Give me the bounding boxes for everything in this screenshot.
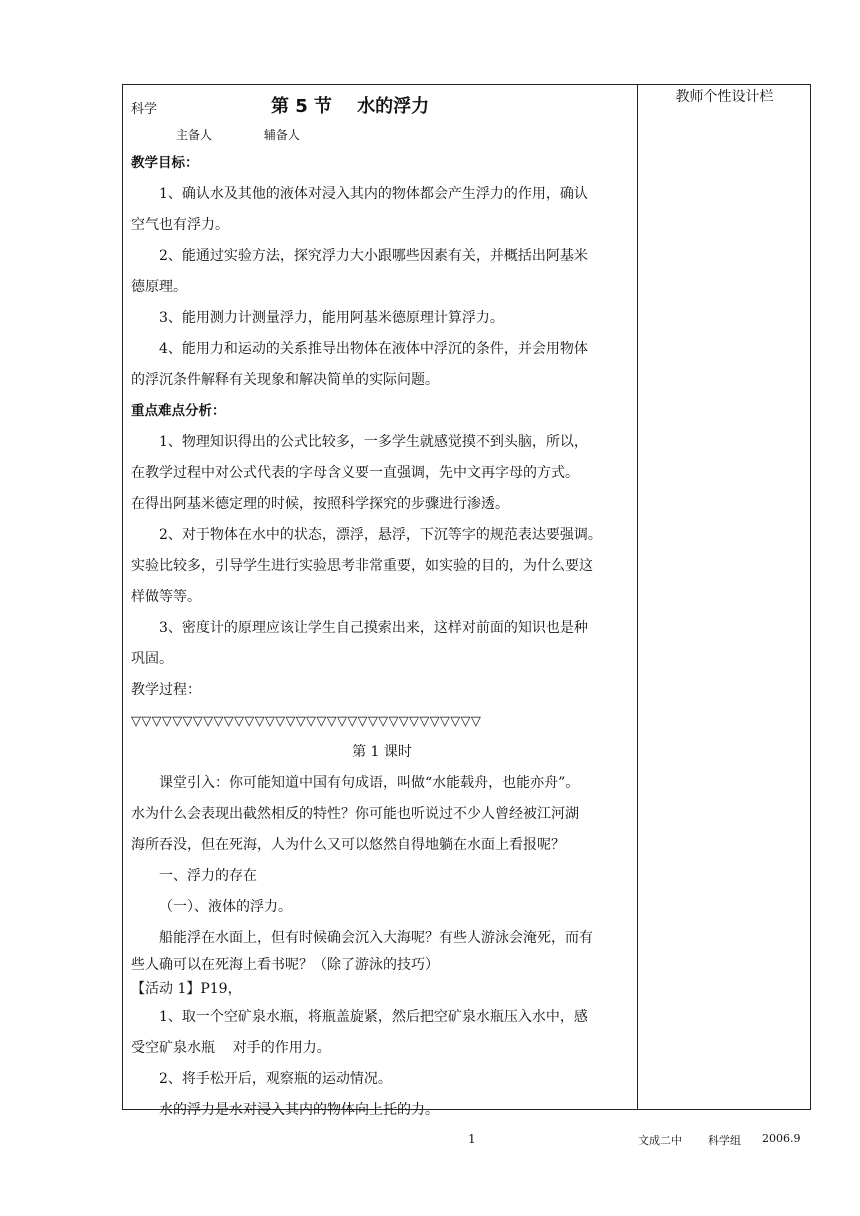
lesson-title: 第 1 课时: [352, 744, 412, 760]
boat-line: 船能浮在水面上，但有时候确会沉入大海呢？有些人游泳会淹死，而有: [159, 930, 593, 946]
activity-label: 【活动 1】P19，: [131, 981, 242, 997]
key-point-line: 在教学过程中对公式代表的字母含义要一直强调，先中文再字母的方式。: [131, 465, 579, 481]
goal-line: 空气也有浮力。: [131, 217, 229, 233]
boat-line: 些人确可以在死海上看书呢？（除了游泳的技巧）: [131, 957, 439, 973]
main-preparer-label: 主备人: [176, 128, 213, 142]
section-heading: 一、浮力的存在: [159, 868, 257, 884]
activity-step: 2、将手松开后，观察瓶的运动情况。: [159, 1071, 392, 1087]
lesson-content: [131, 92, 633, 1126]
triangle-divider: ▽▽▽▽▽▽▽▽▽▽▽▽▽▽▽▽▽▽▽▽▽▽▽▽▽▽▽▽▽▽▽▽▽▽: [131, 714, 482, 729]
goal-line: 4、能用力和运动的关系推导出物体在液体中浮沉的条件，并会用物体: [159, 341, 588, 357]
preparers-row: [131, 122, 633, 148]
footer-group: 科学组: [708, 1134, 741, 1147]
intro-line: 水为什么会表现出截然相反的特性？你可能也听说过不少人曾经被江河湖: [131, 806, 579, 822]
footer-school: 文成二中: [638, 1134, 682, 1147]
key-point-line: 实验比较多，引导学生进行实验思考非常重要，如实验的目的，为什么要这: [131, 558, 593, 574]
subject-label: 科学: [131, 102, 158, 117]
conclusion-line: 水的浮力是水对浸入其内的物体向上托的力。: [159, 1102, 439, 1118]
activity-step: 受空矿泉水瓶 对手的作用力。: [131, 1040, 331, 1056]
intro-line: 课堂引入：你可能知道中国有句成语，叫做“水能载舟，也能亦舟”。: [159, 775, 580, 791]
intro-line: 海所吞没，但在死海，人为什么又可以悠然自得地躺在水面上看报呢？: [131, 837, 565, 853]
goal-line: 3、能用测力计测量浮力，能用阿基米德原理计算浮力。: [159, 310, 504, 326]
column-divider: [637, 84, 638, 1110]
goal-line: 1、确认水及其他的液体对浸入其内的物体都会产生浮力的作用，确认: [159, 186, 588, 202]
key-point-line: 2、对于物体在水中的状态，漂浮，悬浮，下沉等字的规范表达要强调。: [159, 527, 602, 543]
teacher-design-column-title: 教师个性设计栏: [675, 89, 774, 105]
key-point-line: 巩固。: [131, 651, 173, 667]
key-point-line: 样做等等。: [131, 589, 201, 605]
goal-line: 2、能通过实验方法，探究浮力大小跟哪些因素有关，并概括出阿基米: [159, 248, 588, 264]
key-point-line: 1、物理知识得出的公式比较多，一多学生就感觉摸不到头脑，所以，: [159, 434, 588, 450]
page-number: 1: [468, 1132, 476, 1146]
goal-line: 德原理。: [131, 279, 187, 295]
key-point-line: 3、密度计的原理应该让学生自己摸索出来，这样对前面的知识也是种: [159, 620, 588, 636]
goal-line: 的浮沉条件解释有关现象和解决简单的实际问题。: [131, 372, 439, 388]
subsection-heading: （一）、液体的浮力。: [159, 899, 292, 915]
key-point-line: 在得出阿基米德定理的时候，按照科学探究的步骤进行渗透。: [131, 496, 509, 512]
goals-heading: 教学目标：: [131, 155, 199, 171]
page-title: 第 5 节 水的浮力: [271, 96, 430, 117]
title-row: [131, 92, 633, 122]
key-points-heading: 重点难点分析：: [131, 403, 226, 419]
activity-step: 1、取一个空矿泉水瓶，将瓶盖旋紧，然后把空矿泉水瓶压入水中，感: [159, 1009, 588, 1025]
footer-date: 2006.9: [762, 1132, 801, 1145]
process-heading: 教学过程：: [131, 682, 201, 698]
assistant-preparer-label: 辅备人: [263, 128, 300, 142]
